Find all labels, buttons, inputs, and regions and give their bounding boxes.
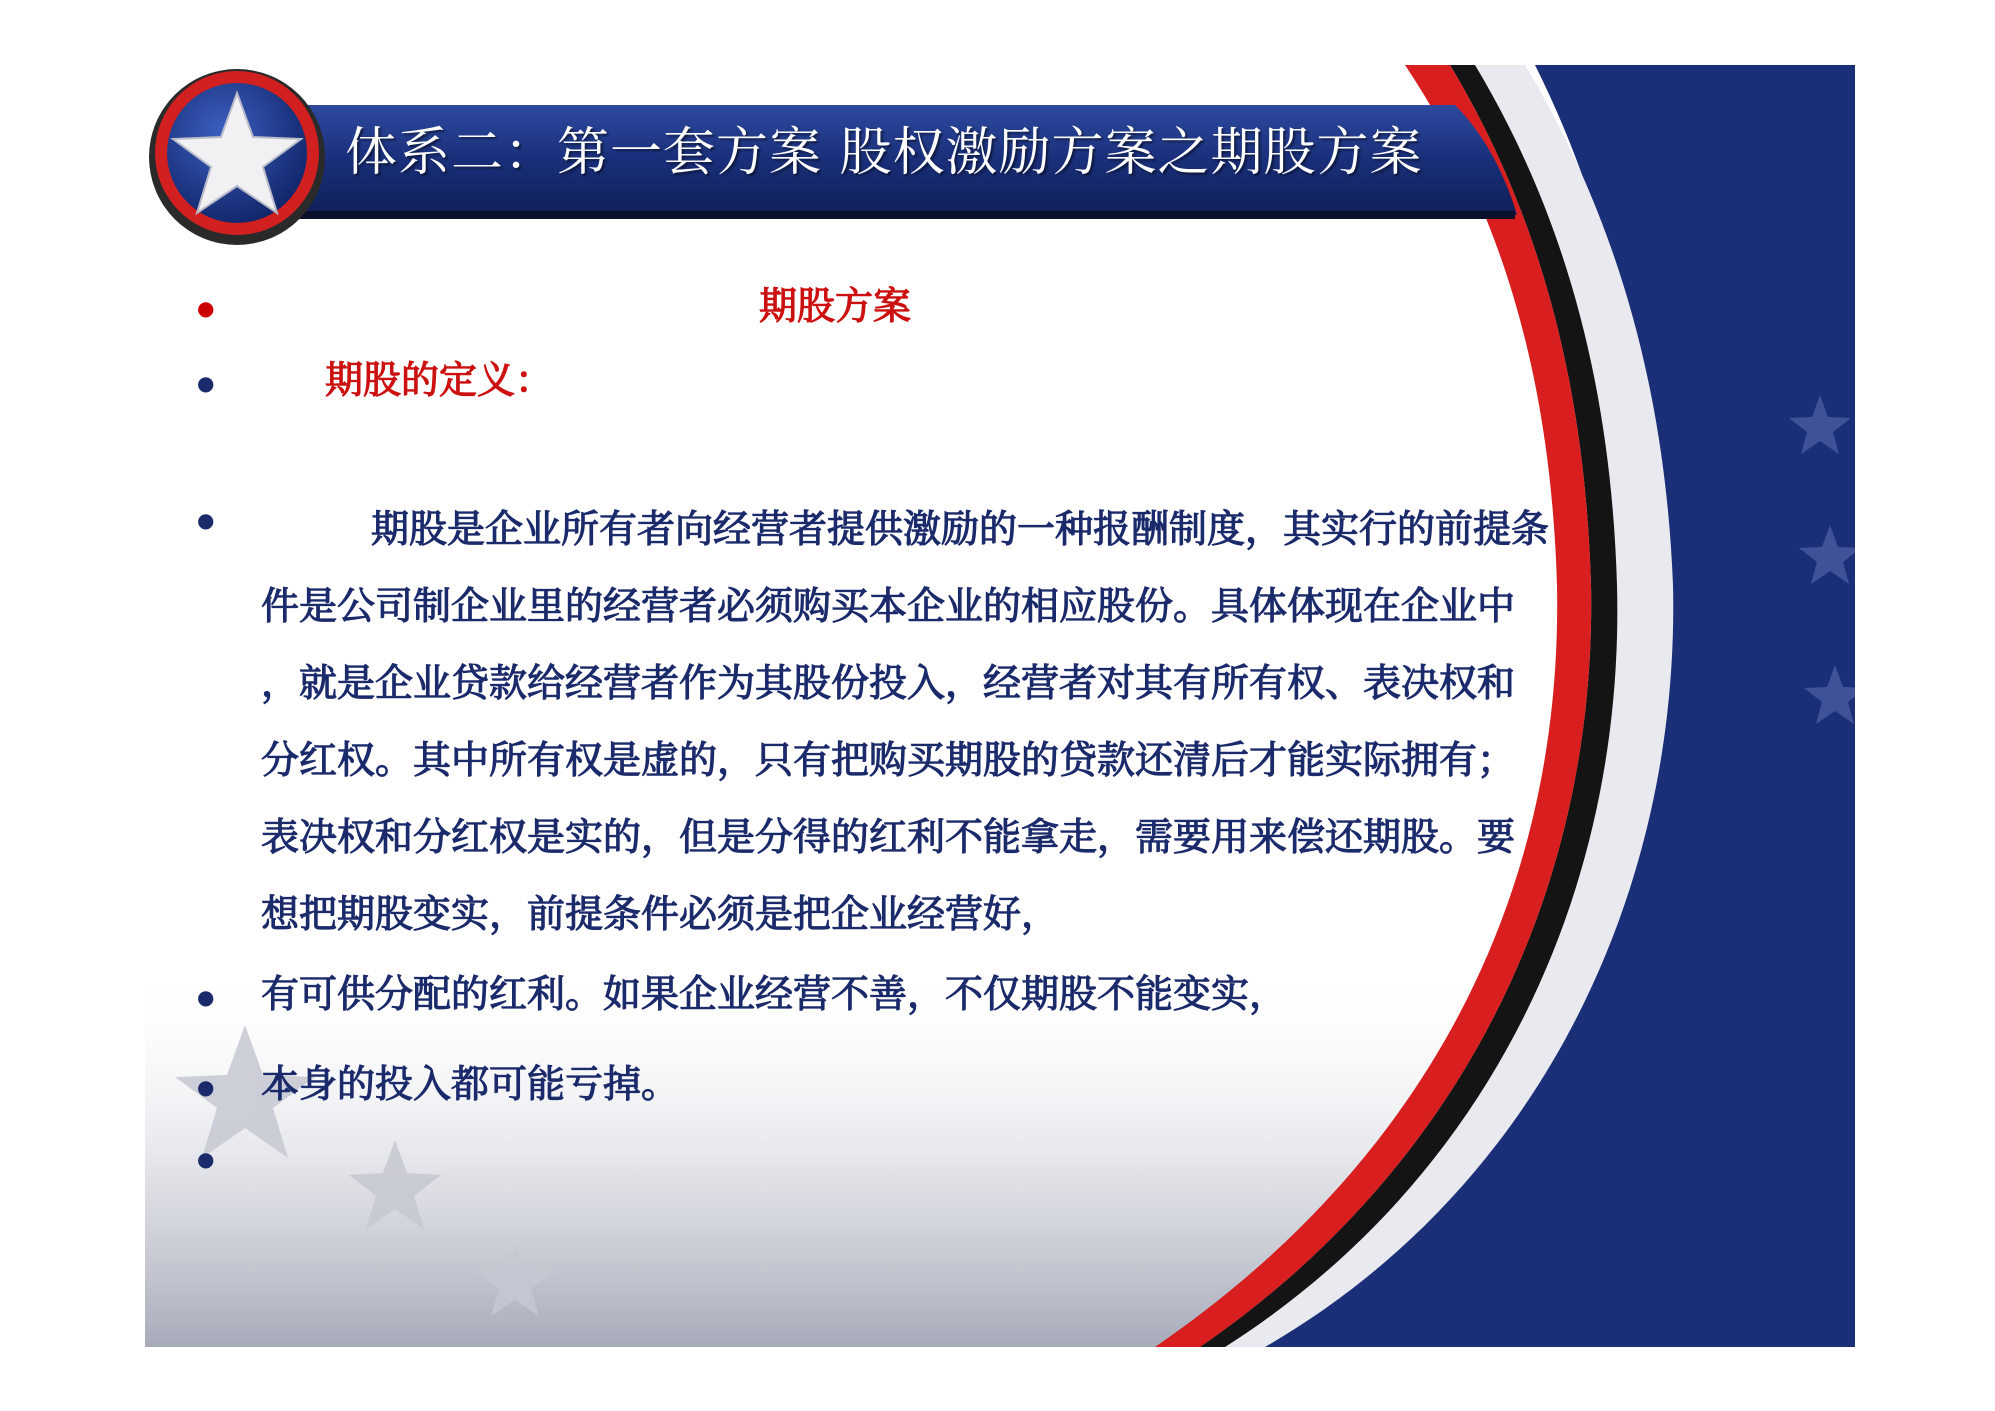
slide-title: 体系二：第一套方案 股权激励方案之期股方案 <box>345 123 1423 183</box>
bullet-line-loss: 本身的投入都可能亏掉。 <box>261 1061 680 1106</box>
slide-content <box>145 65 1855 1347</box>
bullet-dot-icon: ● <box>197 508 215 532</box>
paragraph-line: ，就是企业贷款给经营者作为其股份投入，经营者对其有所有权、表决权和 <box>261 660 1516 705</box>
definition-heading: 期股的定义： <box>325 357 554 402</box>
bullet-dot-icon: ● <box>197 296 215 320</box>
bullet-line-profit: 有可供分配的红利。如果企业经营不善，不仅期股不能变实， <box>261 971 1288 1016</box>
paragraph-line: 表决权和分红权是实的，但是分得的红利不能拿走，需要用来偿还期股。要 <box>261 814 1516 859</box>
bullet-dot-icon: ● <box>197 1147 215 1171</box>
definition-paragraph <box>261 490 1661 952</box>
paragraph-line: 期股是企业所有者向经营者提供激励的一种报酬制度，其实行的前提条 <box>371 506 1550 551</box>
section-heading: 期股方案 <box>759 283 912 328</box>
paragraph-line: 分红权。其中所有权是虚的，只有把购买期股的贷款还清后才能实际拥有； <box>261 737 1516 782</box>
paragraph-line: 件是公司制企业里的经营者必须购买本企业的相应股份。具体体现在企业中 <box>261 583 1516 628</box>
slide <box>145 65 1855 1347</box>
paragraph-line: 想把期股变实，前提条件必须是把企业经营好， <box>261 891 1060 936</box>
bullet-dot-icon: ● <box>197 371 215 395</box>
bullet-dot-icon: ● <box>197 1075 215 1099</box>
bullet-dot-icon: ● <box>197 985 215 1009</box>
